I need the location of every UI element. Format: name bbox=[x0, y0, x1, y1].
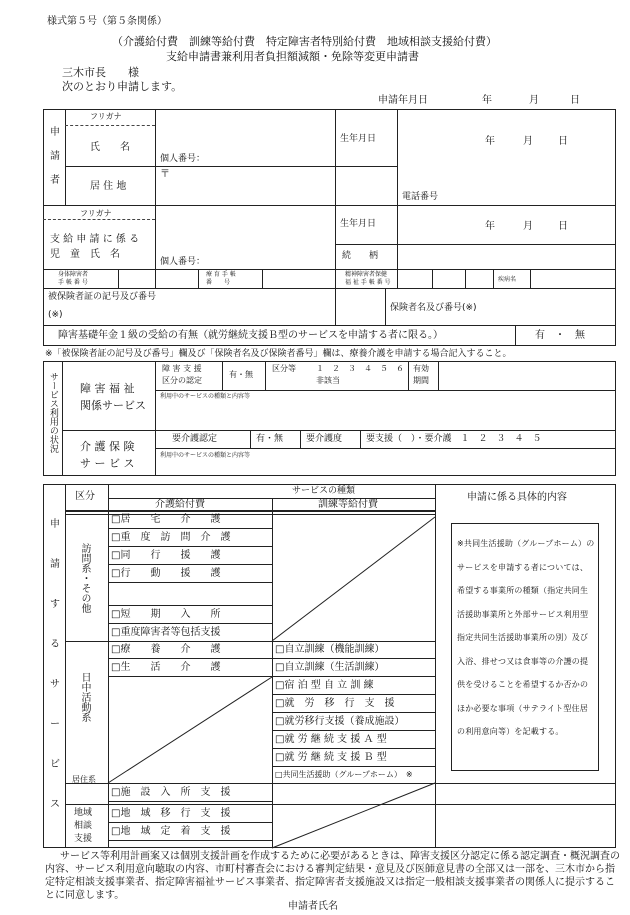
services-side-6: ー bbox=[50, 719, 60, 730]
year-label: 年 bbox=[482, 95, 492, 106]
welfare-in-use-label: 利用中のサービスの種類と内容等 bbox=[160, 393, 251, 400]
residential-group-label: 居住系 bbox=[72, 775, 96, 784]
child-dob-label: 生年月日 bbox=[340, 219, 377, 229]
care-insurance-label2: サ ー ビ ス bbox=[80, 457, 135, 470]
physical-notebook-label1: 身体障害者 bbox=[58, 271, 89, 278]
services-side-2: 請 bbox=[50, 559, 60, 570]
services-side-3: す bbox=[50, 599, 60, 610]
class-label: 区分等 bbox=[272, 364, 296, 373]
service-option-behavior-support[interactable]: □行 動 援 護 bbox=[111, 568, 221, 579]
insured-label: 被保険者証の記号及び番号 bbox=[48, 292, 157, 302]
services-side-7: ビ bbox=[50, 759, 60, 770]
support-cert-label1: 障 害 支 援 bbox=[162, 364, 202, 373]
welfare-services-label2: 関係サービス bbox=[80, 399, 146, 412]
applicant-personal-number-label: 個人番号： bbox=[160, 154, 206, 164]
signer-label: 申請者氏名 bbox=[288, 901, 338, 912]
relation-label: 続 柄 bbox=[342, 251, 379, 261]
child-furigana-label: フリガナ bbox=[80, 209, 112, 218]
service-option-continuous-employment-a[interactable]: □就 労 継 続 支 援 Ａ 型 bbox=[275, 734, 387, 745]
applicant-side-3: 者 bbox=[50, 175, 60, 186]
phone-label: 電話番号 bbox=[402, 192, 439, 202]
service-option-community-transition[interactable]: □地 域 移 行 支 援 bbox=[111, 808, 231, 819]
consent-text: サービス等利用計画案又は個別支援計画を作成するために必要があるときは、障害支援区分認定に係る認定調査・概況調査の内容、サービス利用意向聴取の内容、市町村審査会における審判定結果・意見及び医師意見書の全部又は一部を、三木市から指定特定相談支援事業者、指定障害福祉サービス事業者、指定障害者支援施設又は指定一般相談支援事業者の関係人に提示することに同意します。 bbox=[45, 851, 620, 901]
community-group-label: 地域相談支援 bbox=[74, 808, 93, 844]
service-option-home-care[interactable]: □居 宅 介 護 bbox=[111, 514, 221, 525]
form-title-line1: （介護給付費 訓練等給付費 特定障害者特別給付費 地域相談支援給付費） bbox=[112, 35, 497, 48]
service-option-life-care[interactable]: □生 活 介 護 bbox=[111, 662, 221, 673]
applicant-side-2: 請 bbox=[50, 151, 60, 162]
form-number: 様式第５号（第５条関係） bbox=[47, 16, 167, 27]
care-level-options[interactable]: 要支援（ ）・要介護 １ ２ ３ ４ ５ bbox=[366, 434, 542, 444]
intro-text: 次のとおり申請します。 bbox=[62, 80, 183, 93]
child-personal-number-label: 個人番号： bbox=[160, 257, 206, 267]
service-option-short-stay[interactable]: □短 期 入 所 bbox=[111, 609, 221, 620]
valid-period-label2: 期間 bbox=[413, 376, 429, 385]
valid-period-label1: 有効 bbox=[413, 364, 429, 373]
category-header: 区分 bbox=[75, 491, 95, 502]
applicant-name-label: 氏 名 bbox=[90, 142, 130, 153]
services-side-4: る bbox=[50, 639, 60, 650]
service-kinds-header: サービスの種類 bbox=[292, 486, 356, 496]
care-insurance-label1: 介 護 保 険 bbox=[80, 440, 135, 453]
child-dob-day: 日 bbox=[558, 221, 568, 232]
child-dob-month: 月 bbox=[523, 221, 533, 232]
detail-header: 申請に係る具体的内容 bbox=[467, 492, 567, 503]
child-dob-year: 年 bbox=[485, 221, 495, 232]
rehab-notebook-label2: 番 号 bbox=[206, 279, 231, 286]
apply-date-label: 申請年月日 bbox=[378, 95, 428, 106]
applicant-dob-month: 月 bbox=[523, 136, 533, 147]
pension-question: 障害基礎年金１級の受給の有無（就労継続支援Ｂ型のサービスを申請する者に限る。） bbox=[58, 330, 443, 341]
services-side-8: ス bbox=[50, 799, 60, 810]
class-options[interactable]: １ ２ ３ ４ ５ ６ bbox=[316, 364, 404, 373]
service-option-continuous-employment-b[interactable]: □就 労 継 続 支 援 Ｂ 型 bbox=[275, 752, 387, 763]
physical-notebook-label2: 手 帳 番 号 bbox=[58, 279, 88, 286]
service-option-medical-care[interactable]: □療 養 介 護 bbox=[111, 644, 221, 655]
applicant-furigana-label: フリガナ bbox=[90, 112, 122, 121]
service-option-employment-transition-training[interactable]: □就労移行支援（養成施設） bbox=[275, 716, 405, 727]
services-side-5: サ bbox=[50, 679, 60, 690]
insurer-label: 保険者名及び番号(※) bbox=[390, 303, 477, 313]
visit-group-label: 訪問系・その他 bbox=[79, 543, 90, 613]
care-in-use-label: 利用中のサービスの種類と内容等 bbox=[160, 452, 251, 459]
detail-note-text: ※共同生活援助（グループホーム）のサービスを申請する者については、希望する事業所の種類（指定共同生活援助事業所と外部サービス利用型指定共同生活援助事業所の別）及び入浴、排せつ又は食事等の介護の提供を受けることを希望するか否かのほか必要な事項（サテライト型住居の利用意向等）を記載する。 bbox=[457, 539, 595, 736]
service-option-employment-transition[interactable]: □就 労 移 行 支 援 bbox=[275, 698, 395, 709]
insured-note-mark: (※) bbox=[48, 310, 63, 320]
mental-notebook-label2: 福 祉 手 帳 番 号 bbox=[345, 279, 391, 286]
child-label-line2: 児 童 氏 名 bbox=[50, 249, 120, 260]
applicant-dob-label: 生年月日 bbox=[340, 134, 377, 144]
form-title-line2: 支給申請書兼利用者負担額減額・免除等変更申請書 bbox=[166, 50, 419, 63]
welfare-services-label1: 障 害 福 祉 bbox=[80, 382, 135, 395]
disease-label: 疾病名 bbox=[498, 276, 517, 283]
care-cert-label: 要介護認定 bbox=[172, 434, 218, 444]
applicant-address-label: 居 住 地 bbox=[90, 181, 127, 192]
applicant-dob-day: 日 bbox=[558, 136, 568, 147]
care-benefit-header: 介護給付費 bbox=[155, 499, 205, 510]
service-option-facility-admission[interactable]: □施 設 入 所 支 援 bbox=[111, 787, 231, 798]
mental-notebook-label1: 精神障害者保健 bbox=[345, 271, 388, 278]
training-benefit-header: 訓練等給付費 bbox=[318, 499, 378, 510]
not-applicable-option[interactable]: 非該当 bbox=[316, 376, 340, 385]
service-option-accompany-support[interactable]: □同 行 援 護 bbox=[111, 550, 221, 561]
service-option-life-training[interactable]: □自立訓練（生活訓練） bbox=[275, 662, 385, 673]
service-option-residential-training[interactable]: □宿 泊 型 自 立 訓 練 bbox=[275, 680, 374, 691]
service-option-functional-training[interactable]: □自立訓練（機能訓練） bbox=[275, 644, 385, 655]
support-cert-label2: 区分の認定 bbox=[162, 376, 202, 385]
service-option-comprehensive-support[interactable]: □重度障害者等包括支援 bbox=[111, 627, 221, 638]
applicant-dob-year: 年 bbox=[485, 136, 495, 147]
month-label: 月 bbox=[529, 95, 539, 106]
child-label-line1: 支 給 申 請 に 係 る bbox=[50, 234, 140, 245]
insured-instruction: ※「被保険者証の記号及び番号」欄及び「保険者名及び保険者番号」欄は、療養介護を申請する場合記入すること。 bbox=[45, 349, 512, 359]
pension-options: 有 ・ 無 bbox=[535, 330, 585, 341]
addressee: 三木市長 様 bbox=[62, 66, 139, 79]
service-option-group-home[interactable]: □共同生活援助（グループホーム） ※ bbox=[275, 770, 413, 779]
care-level-label: 要介護度 bbox=[306, 434, 343, 444]
service-usage-side-label: サービス利用の状況 bbox=[47, 372, 58, 453]
postal-mark: 〒 bbox=[160, 169, 170, 180]
service-option-community-settlement[interactable]: □地 域 定 着 支 援 bbox=[111, 826, 231, 837]
service-option-severe-visit-care[interactable]: □重 度 訪 問 介 護 bbox=[111, 532, 231, 543]
support-cert-yes-no[interactable]: 有・無 bbox=[229, 370, 253, 379]
rehab-notebook-label1: 療 育 手 帳 bbox=[206, 271, 236, 278]
applicant-side-1: 申 bbox=[50, 127, 60, 138]
care-cert-yes-no[interactable]: 有・無 bbox=[256, 434, 284, 444]
day-label: 日 bbox=[570, 95, 580, 106]
services-side-1: 申 bbox=[50, 519, 60, 530]
day-activity-group-label: 日中活動系 bbox=[79, 672, 90, 722]
